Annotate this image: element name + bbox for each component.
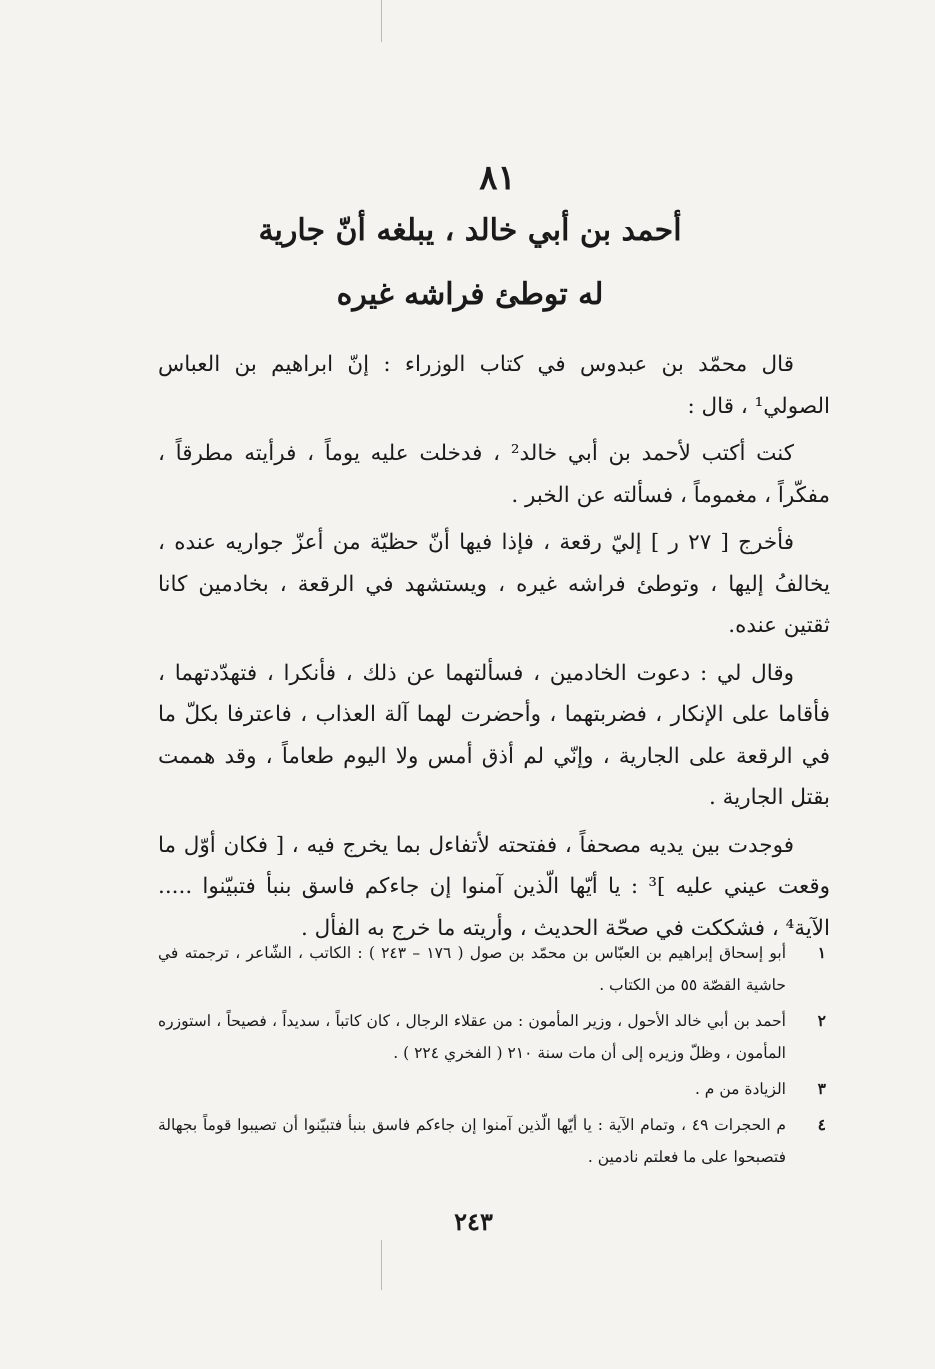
story-title-line-1: أحمد بن أبي خالد ، يبلغه أنّ جارية [258,213,682,248]
paragraph: وقال لي : دعوت الخادمين ، فسألتهما عن ذلك ، فأنكرا ، فتهدّدتهما ، فأقاما على الإنكار ، فضربتهما ، وأحضرت لهما آلة العذاب ، فاعترفا بكلّ ما في الرقعة على الجارية ، وإنّي لم أذق أمس ولا اليوم طعاماً ، وقد هممت بقتل الجارية . [158,660,830,810]
footnotes [158,937,830,1177]
footnote [158,1073,830,1105]
paragraph: فأخرج [ ٢٧ ر ] إليّ رقعة ، فإذا فيها أنّ حظيّة من أعزّ جواريه عنده ، يخالفُ إليها ، وتوطئ فراشه غيره ، ويستشهد في الرقعة ، بخادمين كانا ثقتين عنده. [158,530,830,638]
footnote-text: م الحجرات ٤٩ ، وتمام الآية : يا أيّها الّذين آمنوا إن جاءكم فاسق بنبأ فتبيّنوا أن تصيبوا قوماً بجهالة فتصبحوا على ما فعلتم نادمين . [158,1116,786,1166]
footnote [158,937,830,1001]
story-title-line-2: له توطئ فراشه غيره [336,277,604,312]
scan-artifact-line [381,0,382,42]
paragraph: كنت أكتب لأحمد بن أبي خالد² ، فدخلت عليه يوماً ، فرأيته مطرقاً ، مفكّراً ، مغموماً ، فسألته عن الخبر . [158,441,830,508]
paragraph: فوجدت بين يديه مصحفاً ، ففتحته لأتفاءل بما يخرج فيه ، [ فكان أوّل ما وقعت عيني عليه ]³ : يا أيّها الّذين آمنوا إن جاءكم فاسق بنبأ فتبيّنوا ..... الآية⁴ ، فشككت في صحّة الحديث ، وأريته ما خرج به الفأل . [158,832,830,941]
footnote [158,1005,830,1069]
story-body [158,344,830,955]
scan-artifact-line [381,1240,382,1290]
footnote-number: ١ [817,943,826,962]
footnote-number: ٣ [817,1079,826,1098]
footnote [158,1109,830,1173]
footnote-number: ٤ [817,1115,826,1134]
footnote-number: ٢ [817,1011,826,1030]
paragraph: قال محمّد بن عبدوس في كتاب الوزراء : إنّ ابراهيم بن العباس الصولي¹ ، قال : [158,352,830,419]
story-number: ٨١ [479,158,516,198]
page-number: ٢٤٣ [454,1207,493,1236]
footnote-text: الزيادة من م . [694,1080,786,1098]
footnote-text: أحمد بن أبي خالد الأحول ، وزير المأمون : من عقلاء الرجال ، كان كاتباً ، سديداً ، فصيحاً ، استوزره المأمون ، وظلّ وزيره إلى أن مات سنة ٢١٠ ( الفخري ٢٢٤ ) . [158,1012,786,1062]
footnote-text: أبو إسحاق إبراهيم بن العبّاس بن محمّد بن صول ( ١٧٦ – ٢٤٣ ) : الكاتب ، الشّاعر ، ترجمته في حاشية القصّة ٥٥ من الكتاب . [158,944,787,994]
